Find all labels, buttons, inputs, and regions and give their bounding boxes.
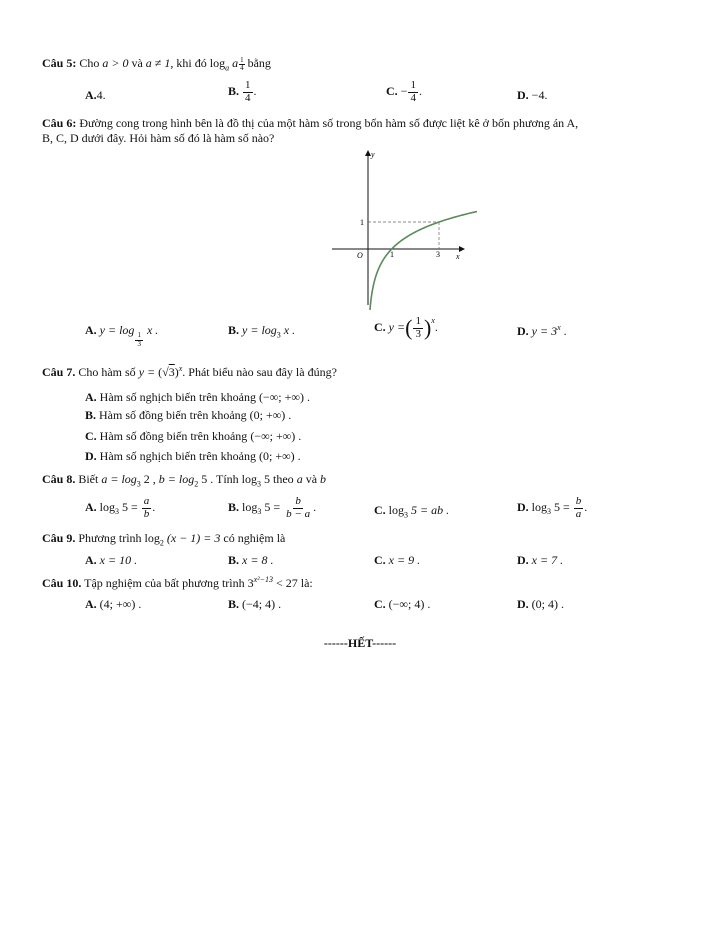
end-marker: ------HẾT------ bbox=[323, 636, 397, 650]
q6-graph bbox=[330, 145, 480, 310]
q10-option-c[interactable]: C. (−∞; 4) . bbox=[374, 597, 431, 611]
q6-tick-x3: 3 bbox=[436, 250, 440, 259]
q8-option-a[interactable]: A. $\log_3 5$ = $\frac{a}{b}$ . bbox=[85, 495, 156, 520]
q5-text-b: và bbox=[131, 56, 143, 70]
q9-label: Câu 9. bbox=[42, 531, 76, 545]
q6-stem-line2: B, C, D dưới đây. Hỏi hàm số đó là hàm số nào? bbox=[42, 131, 275, 145]
q7-option-c[interactable]: C. Hàm số đồng biến trên khoảng (−∞; +∞) . bbox=[85, 429, 302, 443]
q5-text-c: , khi đó bbox=[170, 56, 207, 70]
q9-option-d[interactable]: D. x = 7 . bbox=[517, 553, 564, 567]
q5-text-a: Cho bbox=[79, 56, 100, 70]
q10-stem: Câu 10. Tập nghiệm của bất phương trình $3^{x^2-13} < 27$ là: bbox=[42, 575, 313, 590]
q9-option-b[interactable]: B. x = 8 . bbox=[228, 553, 274, 567]
q9-stem: Câu 9. Phương trình $\log_2 (x - 1) = 3$ có nghiệm là bbox=[42, 531, 286, 548]
q7-option-d[interactable]: D. Hàm số nghịch biến trên khoảng (0; +∞) . bbox=[85, 449, 301, 463]
q5-option-a[interactable]: A.4. bbox=[85, 88, 106, 102]
q6-option-b[interactable]: B. $y = \log_3 x$ . bbox=[228, 323, 296, 340]
q5-stem bbox=[42, 56, 271, 72]
q8-option-c[interactable]: C. $\log_3 5$ = ab . bbox=[374, 503, 450, 520]
q5-label: Câu 5: bbox=[42, 56, 77, 70]
q7-sqrt: (√3) bbox=[158, 365, 179, 379]
q6-label: Câu 6: bbox=[42, 116, 77, 130]
q10-option-d[interactable]: D. (0; 4) . bbox=[517, 597, 564, 611]
q8-option-b[interactable]: B. $\log_3 5$ = $\frac{b}{b - a}$ . bbox=[228, 495, 317, 520]
q9-option-c[interactable]: C. x = 9 . bbox=[374, 553, 421, 567]
q5-cond2: a ≠ 1 bbox=[145, 56, 171, 70]
q10-label: Câu 10. bbox=[42, 576, 82, 590]
q6-x-label: x bbox=[456, 252, 460, 261]
q7-stem: Câu 7. Cho hàm số $y = (√3)^x$. Phát biểu nào sau đây là đúng? bbox=[42, 364, 337, 379]
q10-option-a[interactable]: A. (4; +∞) . bbox=[85, 597, 142, 611]
q7-option-b[interactable]: B. Hàm số đồng biến trên khoảng (0; +∞) . bbox=[85, 408, 292, 422]
q5-option-d[interactable]: D. −4. bbox=[517, 88, 548, 102]
q5-text-d: bằng bbox=[247, 56, 271, 70]
q6-option-a[interactable]: A. y = log $\frac{1}{3}$ x . bbox=[85, 323, 159, 348]
q7-option-a[interactable]: A. Hàm số nghịch biến trên khoảng (−∞; +∞) . bbox=[85, 390, 310, 404]
q10-option-b[interactable]: B. (−4; 4) . bbox=[228, 597, 282, 611]
q6-option-c[interactable]: C. y =( $\frac{1}{3}$ )$^x$. bbox=[374, 315, 438, 341]
q8-stem: Câu 8. Biết $a = \log_3 2$ , $b = \log_2 5$ . Tính $\log_3 5$ theo a và b bbox=[42, 472, 327, 489]
q5-option-b[interactable]: B. $\frac{1}{4}$ . bbox=[228, 79, 257, 104]
q6-stem-line1: Câu 6: Đường cong trong hình bên là đồ thị của một hàm số trong bốn hàm số được liệt kê ở bốn phương án A, bbox=[42, 116, 579, 130]
q6-tick-x1: 1 bbox=[390, 250, 394, 259]
q6-y-label: y bbox=[371, 150, 375, 159]
q6-tick-y1: 1 bbox=[360, 218, 364, 227]
q5-expression: $\log_a a$ $\frac{1}{4}$ bbox=[209, 56, 244, 73]
q8-label: Câu 8. bbox=[42, 472, 76, 486]
q5-option-c[interactable]: C. − $\frac{1}{4}$ . bbox=[386, 79, 422, 104]
q6-option-d[interactable]: D. $y = 3^x$ . bbox=[517, 323, 567, 338]
q7-label: Câu 7. bbox=[42, 365, 76, 379]
q5-cond1: a > 0 bbox=[102, 56, 129, 70]
q9-option-a[interactable]: A. x = 10 . bbox=[85, 553, 138, 567]
q6-curve bbox=[370, 211, 477, 310]
q6-origin-label: O bbox=[357, 251, 363, 260]
q8-option-d[interactable]: D. $\log_3 5$ = $\frac{b}{a}$ . bbox=[517, 495, 588, 520]
